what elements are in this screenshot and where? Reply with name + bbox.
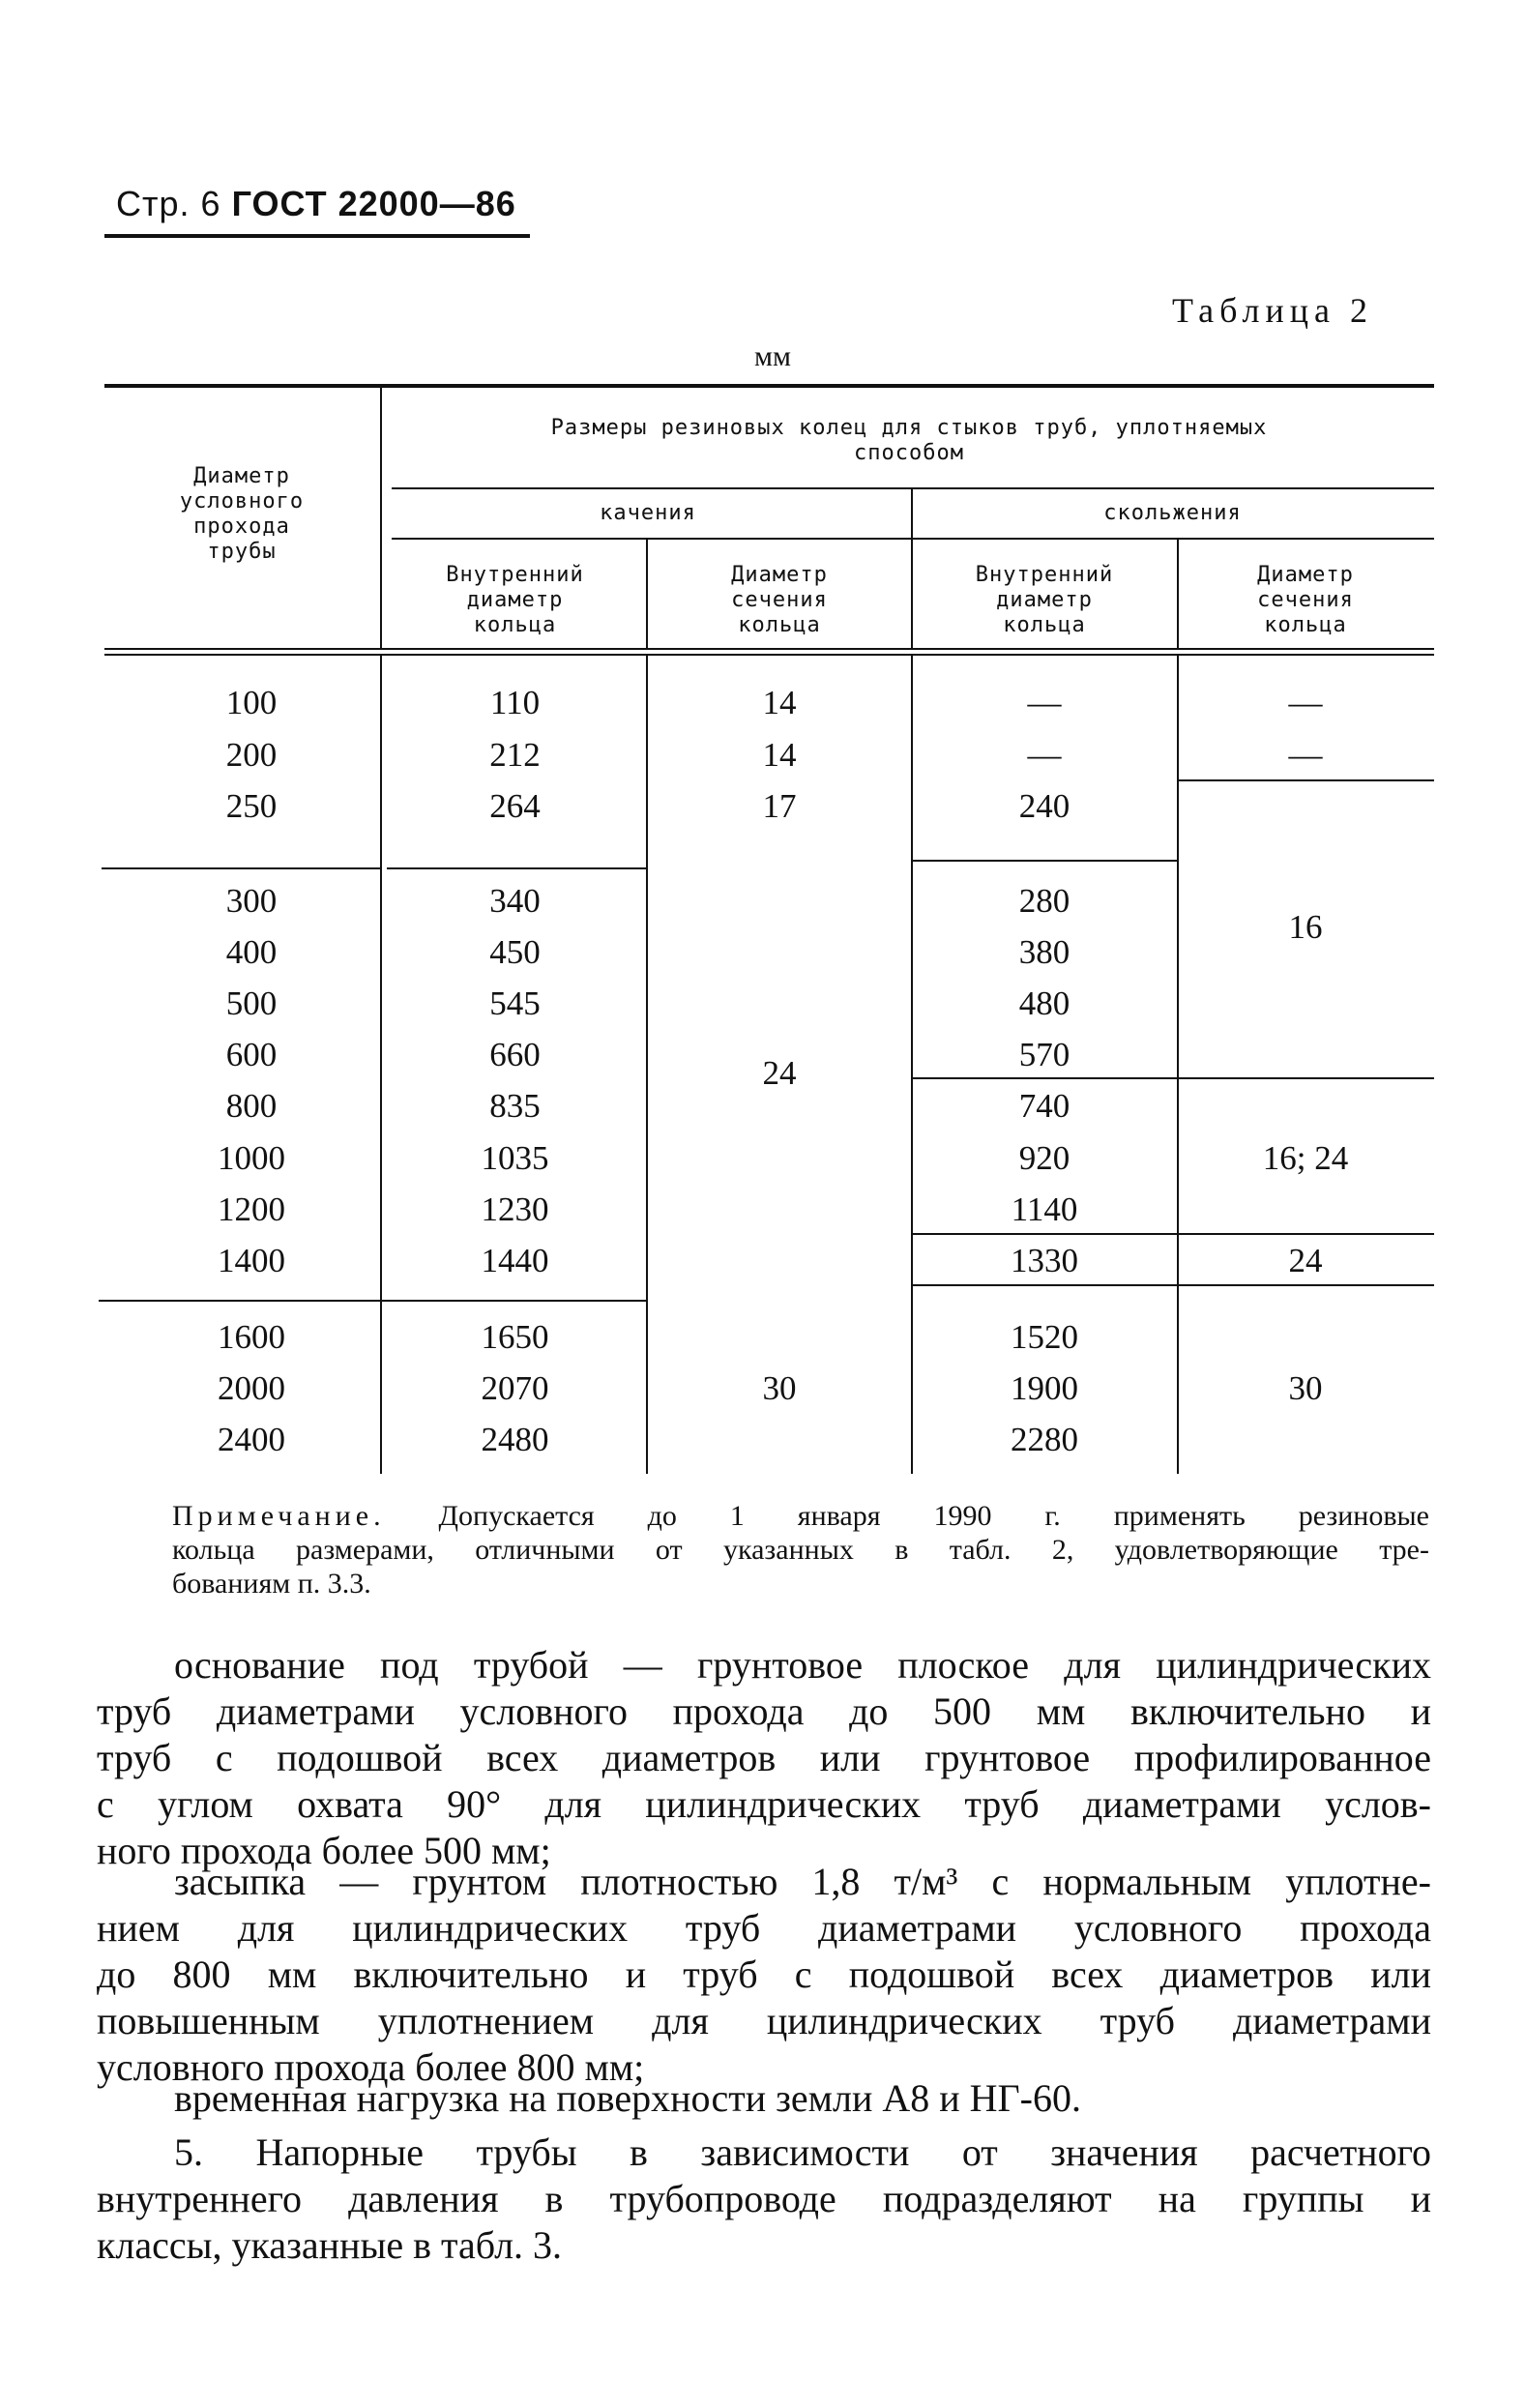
rolling-inner-cell: 1035	[481, 1139, 549, 1177]
dn-cell: 800	[225, 1087, 278, 1125]
sliding-section-cell: —	[1288, 684, 1323, 721]
sliding-inner-cell: 920	[1018, 1139, 1070, 1177]
rolling-section-cell: 24	[762, 1054, 797, 1092]
dn-cell: 1200	[218, 1190, 285, 1228]
header-divider	[380, 388, 382, 649]
note-line: Примечание. Допускается до 1 января 1990 г. применять резиновые	[172, 1500, 1429, 1532]
sliding-section-cell: 30	[1288, 1369, 1323, 1407]
rolling-inner-cell: 660	[489, 1036, 541, 1073]
group-rule	[99, 1300, 646, 1302]
header-rule-group	[392, 487, 1434, 489]
sliding-inner-cell: 280	[1018, 882, 1070, 920]
rolling-section-cell: 17	[762, 787, 797, 825]
rolling-inner-cell: 264	[489, 787, 541, 825]
column-divider	[1177, 654, 1179, 1474]
column-divider	[380, 654, 382, 1474]
table-unit: мм	[754, 340, 791, 372]
dn-cell: 250	[225, 787, 278, 825]
rolling-inner-cell: 2070	[481, 1369, 549, 1407]
col-header-sliding-section: Диаметр сечения кольца	[1257, 563, 1354, 637]
sub-header-rolling: качения	[600, 501, 696, 525]
header-rule-sub	[392, 538, 1434, 540]
sliding-inner-cell: 1900	[1011, 1369, 1078, 1407]
col-header-diameter: Диаметр условного прохода трубы	[179, 464, 305, 564]
cell-rule	[911, 1077, 1177, 1079]
header-divider	[646, 538, 648, 648]
sliding-inner-cell: 480	[1018, 984, 1070, 1022]
sliding-inner-cell: 570	[1018, 1036, 1070, 1073]
note-label: Примечание.	[172, 1500, 386, 1532]
sliding-inner-cell: 740	[1018, 1087, 1070, 1125]
header-divider	[911, 487, 913, 648]
sub-header-sliding: скольжения	[1103, 501, 1242, 525]
note-line: бованиям п. 3.3.	[172, 1568, 371, 1600]
sliding-inner-cell: 240	[1018, 787, 1070, 825]
cell-rule	[1177, 779, 1434, 781]
cell-rule	[911, 860, 1177, 862]
sliding-section-cell: 16; 24	[1262, 1139, 1349, 1177]
dn-cell: 1600	[218, 1318, 285, 1356]
cell-rule	[1177, 1077, 1434, 1079]
paragraph-base: основание под трубой — грунтовое плоское для цилиндрических труб диаметрами условного прохода до 500 мм включительно и труб с подошвой всех диаметров или грунтовое профилированное с углом охвата 90° для цилиндрических труб диаметрами услов- ного прохода более 500 мм;	[97, 1643, 1431, 1872]
standard-code: ГОСТ 22000—86	[231, 184, 516, 223]
table-note	[172, 1499, 1429, 1600]
dn-cell: 100	[225, 684, 278, 721]
sliding-section-cell: 24	[1288, 1242, 1323, 1279]
table-title: Таблица 2	[1172, 291, 1373, 330]
header-divider	[1177, 538, 1179, 648]
header-bottom-rule	[104, 648, 1434, 650]
group-rule	[387, 867, 646, 869]
rolling-inner-cell: 835	[489, 1087, 541, 1125]
col-header-rolling-section: Диаметр сечения кольца	[731, 563, 828, 637]
sliding-inner-cell: 1140	[1011, 1190, 1078, 1228]
rolling-section-cell: 14	[762, 684, 797, 721]
dn-cell: 1000	[218, 1139, 285, 1177]
group-header: Размеры резиновых колец для стыков труб, уплотняемых способом	[550, 416, 1268, 465]
rolling-inner-cell: 1440	[481, 1242, 549, 1279]
dn-cell: 200	[225, 736, 278, 774]
dn-cell: 300	[225, 882, 278, 920]
dn-cell: 1400	[218, 1242, 285, 1279]
rolling-inner-cell: 450	[489, 933, 541, 971]
header-bottom-rule	[104, 654, 1434, 656]
header-rule	[104, 234, 530, 238]
column-divider	[646, 654, 648, 1474]
dn-cell: 500	[225, 984, 278, 1022]
col-header-rolling-inner: Внутренний диаметр кольца	[446, 563, 584, 637]
page-header	[116, 184, 516, 224]
sliding-section-cell: 16	[1288, 908, 1323, 946]
rolling-inner-cell: 2480	[481, 1421, 549, 1458]
dn-cell: 400	[225, 933, 278, 971]
page-number: Стр. 6	[116, 184, 221, 223]
table-top-rule	[104, 384, 1434, 388]
column-divider	[911, 654, 913, 1474]
col-header-sliding-inner: Внутренний диаметр кольца	[975, 563, 1114, 637]
sliding-inner-cell: 380	[1018, 933, 1070, 971]
note-line: кольца размерами, отличными от указанных в табл. 2, удовлетворяющие тре-	[172, 1534, 1429, 1566]
sliding-inner-cell: 1330	[1011, 1242, 1078, 1279]
rolling-inner-cell: 545	[489, 984, 541, 1022]
paragraph-section-5: 5. Напорные трубы в зависимости от значения расчетного внутреннего давления в трубопроводе подразделяют на группы и классы, указанные в табл. 3.	[97, 2130, 1431, 2267]
sliding-inner-cell: —	[1027, 736, 1062, 774]
cell-rule	[911, 1233, 1434, 1235]
rolling-inner-cell: 212	[489, 736, 541, 774]
dn-cell: 600	[225, 1036, 278, 1073]
rolling-section-cell: 30	[762, 1369, 797, 1407]
rolling-inner-cell: 340	[489, 882, 541, 920]
rolling-inner-cell: 1230	[481, 1190, 549, 1228]
cell-rule	[911, 1284, 1434, 1286]
rolling-inner-cell: 1650	[481, 1318, 549, 1356]
rolling-section-cell: 14	[762, 736, 797, 774]
sliding-section-cell: —	[1288, 736, 1323, 774]
dn-cell: 2400	[218, 1421, 285, 1458]
sliding-inner-cell: 1520	[1011, 1318, 1078, 1356]
group-rule	[102, 867, 380, 869]
sliding-inner-cell: 2280	[1011, 1421, 1078, 1458]
dn-cell: 2000	[218, 1369, 285, 1407]
paragraph-load: временная нагрузка на поверхности земли А8 и НГ-60.	[174, 2076, 1081, 2120]
paragraph-backfill: засыпка — грунтом плотностью 1,8 т/м³ с нормальным уплотне- нием для цилиндрических труб диаметрами условного прохода до 800 мм включительно и труб с подошвой всех диаметров или повышенным уплотнением для цилиндрических труб диаметрами условного прохода более 800 мм;	[97, 1860, 1431, 2089]
rolling-inner-cell: 110	[489, 684, 541, 721]
sliding-inner-cell: —	[1027, 684, 1062, 721]
